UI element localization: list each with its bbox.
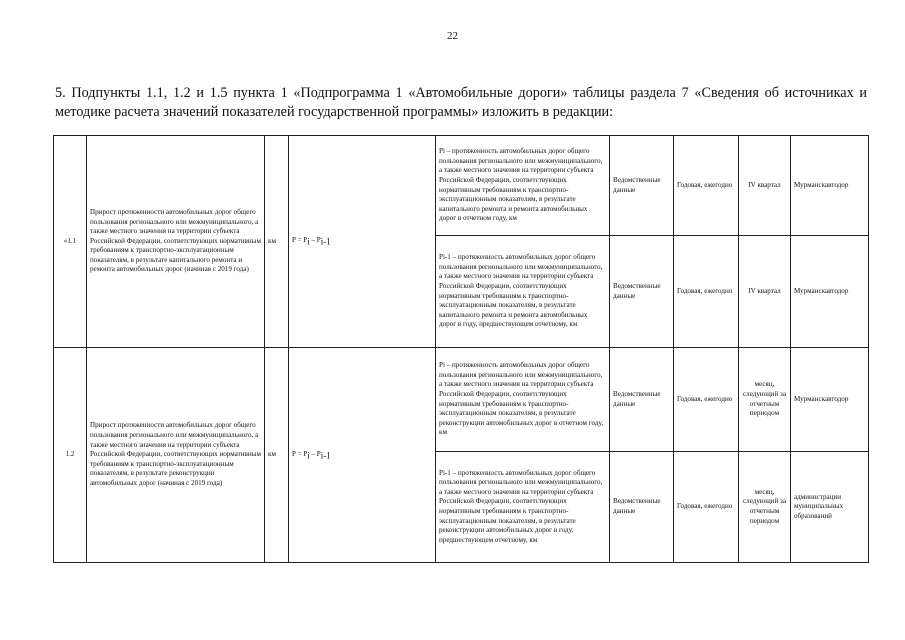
- section-heading: 5. Подпункты 1.1, 1.2 и 1.5 пункта 1 «Подпрограмма 1 «Автомобильные дороги» таблицы раздела 7 «Сведения об источниках и методике расчета значений показателей государственной программы» изложить в редакции:: [55, 85, 867, 120]
- description-text: – протяженность автомобильных дорог общего пользования регионального или межмуниципального, а также местного значения на территории субъекта Российской Федерации, соответствующих нормативным требованиям к транспортно-эксплуатационным показателям, в результате капитального ремонта и ремонта автомобильных дорог в году, предшествующем отчетному, км: [439, 253, 603, 329]
- frequency: Годовая, ежегодно: [674, 136, 739, 236]
- formula-main: P = P: [292, 449, 308, 458]
- reporting-period: месяц, следующий за отчетным периодом: [739, 452, 791, 563]
- indicator-name: Прирост протяженности автомобильных дорог общего пользования регионального или межмуниципального, а также местного значения на территории субъекта Российской Федерации, соответствующих нормативным требованиям к транспортно-эксплуатационным показателям, в результате реконструкции автомобильных дорог (начиная с 2019 года): [87, 348, 265, 563]
- variable-description: [436, 452, 610, 563]
- responsible-body: Мурманскавтодор: [791, 348, 869, 452]
- table-row: [54, 348, 869, 452]
- reporting-period: IV квартал: [739, 236, 791, 348]
- responsible-body: администрации муниципальных образований: [791, 452, 869, 563]
- formula-minus: – P: [309, 449, 321, 458]
- reporting-period: месяц, следующий за отчетным периодом: [739, 348, 791, 452]
- frequency: Годовая, ежегодно: [674, 452, 739, 563]
- variable-symbol: Pi-1: [439, 468, 451, 477]
- data-source: Ведомственные данные: [610, 236, 674, 348]
- data-source: Ведомственные данные: [610, 136, 674, 236]
- frequency: Годовая, ежегодно: [674, 236, 739, 348]
- row-number: «1.1: [54, 136, 87, 348]
- variable-symbol: Pi-1: [439, 253, 451, 262]
- description-text: – протяженность автомобильных дорог общего пользования регионального или межмуниципального, а также местного значения на территории субъекта Российской Федерации, соответствующих нормативным требованиям к транспортно-эксплуатационным показателям, в результате реконструкции автомобильных дорог в году, предшествующем отчетному, км: [439, 468, 603, 544]
- description-text: – протяженность автомобильных дорог общего пользования регионального или межмуниципального, а также местного значения на территории субъекта Российской Федерации, соответствующих нормативным требованиям к транспортно-эксплуатационным показателям, в результате реконструкции автомобильных дорог в отчетном году, км: [439, 361, 604, 437]
- formula-minus: – P: [309, 236, 321, 244]
- page-number: 22: [447, 30, 458, 42]
- responsible-body: Мурманскавтодор: [791, 136, 869, 236]
- data-source: Ведомственные данные: [610, 452, 674, 563]
- responsible-body: Мурманскавтодор: [791, 236, 869, 348]
- variable-description: [436, 236, 610, 348]
- formula: [289, 136, 436, 348]
- indicators-table: [53, 135, 869, 563]
- row-number: 1.2: [54, 348, 87, 563]
- variable-description: [436, 136, 610, 236]
- formula-sub: i-1: [320, 449, 331, 460]
- unit: км: [265, 348, 289, 563]
- description-text: – протяженность автомобильных дорог общего пользования регионального или межмуниципального, а также местного значения на территории субъекта Российской Федерации, соответствующих нормативным требованиям к транспортно-эксплуатационным показателям, в результате капитального ремонта и ремонта автомобильных дорог в отчетном году, км: [439, 147, 603, 223]
- variable-symbol: Pi: [439, 147, 445, 156]
- data-source: Ведомственные данные: [610, 348, 674, 452]
- frequency: Годовая, ежегодно: [674, 348, 739, 452]
- table-row: [54, 136, 869, 236]
- formula: [289, 348, 436, 563]
- indicator-name: Прирост протяженности автомобильных дорог общего пользования регионального или межмуниципального, а также местного значения на территории субъекта Российской Федерации, соответствующих нормативным требованиям к транспортно-эксплуатационным показателям, в результате капитального ремонта и ремонта автомобильных дорог (начиная с 2019 года): [87, 136, 265, 348]
- unit: км: [265, 136, 289, 348]
- formula-main: P = P: [292, 236, 308, 244]
- formula-sub: i: [307, 236, 310, 247]
- variable-symbol: Pi: [439, 361, 445, 370]
- formula-sub: i: [307, 449, 310, 460]
- variable-description: [436, 348, 610, 452]
- reporting-period: IV квартал: [739, 136, 791, 236]
- formula-sub: i-1: [320, 236, 331, 247]
